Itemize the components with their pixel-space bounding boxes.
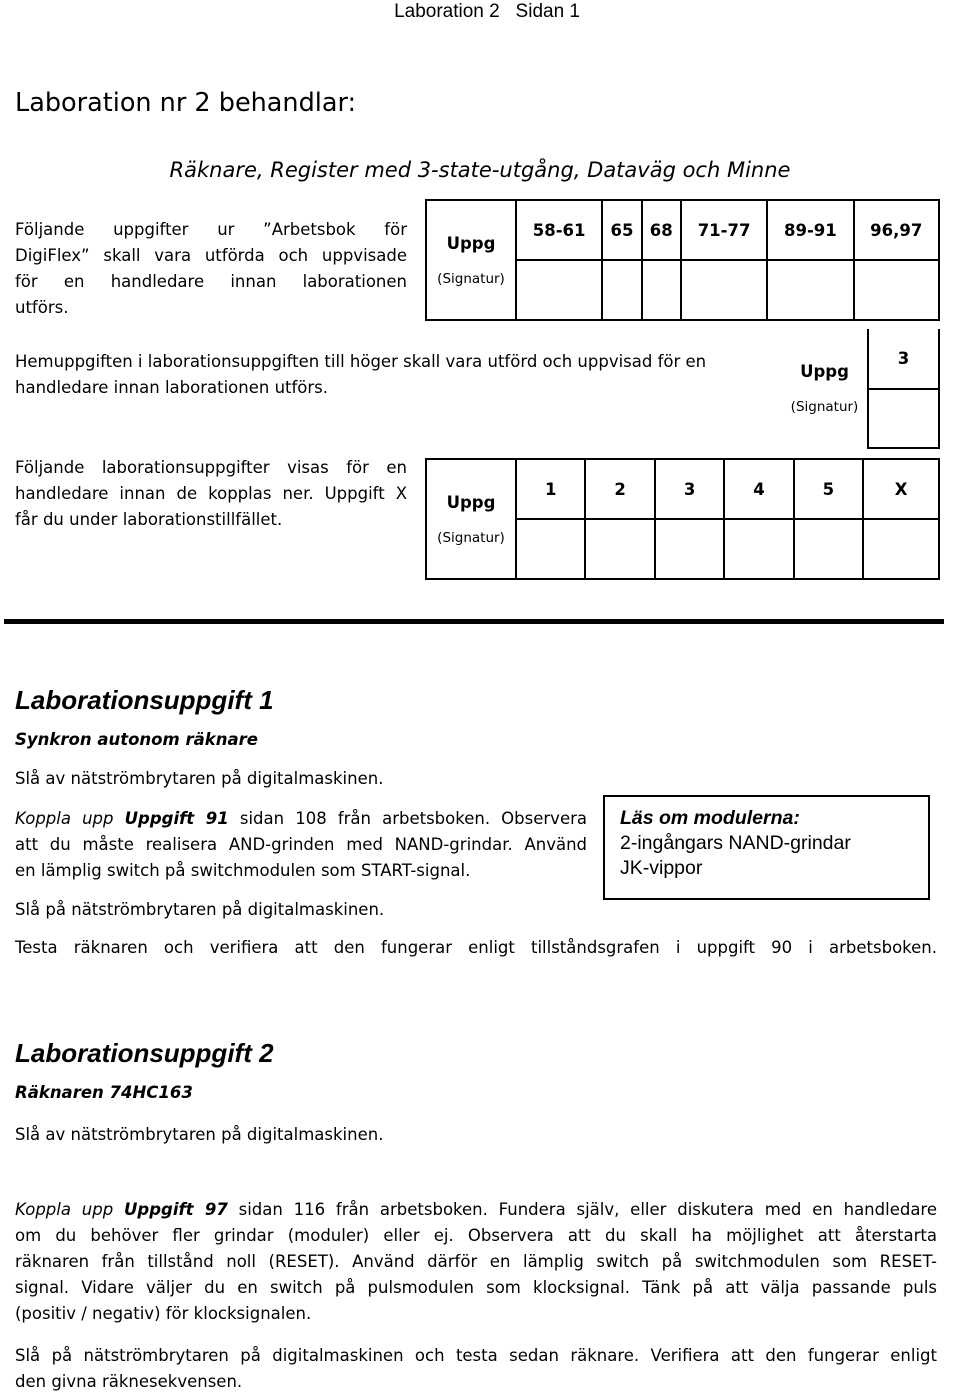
signatur-label: (Signatur) — [437, 529, 505, 546]
line-rest: sidan 108 från arbetsboken. Observera — [228, 809, 587, 828]
task-col: 89-91 — [767, 200, 853, 260]
page-header: Laboration 2 Sidan 1 — [394, 1, 580, 22]
section1-line — [15, 806, 587, 832]
block1-text — [15, 217, 407, 321]
section2-line — [15, 1197, 937, 1223]
uppgift-ref: Uppgift 97 — [123, 1200, 228, 1219]
task-col: 2 — [585, 459, 654, 519]
task-col: 96,97 — [854, 200, 939, 260]
section2-line: räknaren från tillstånd noll (RESET). Använd därför en lämplig switch på switchmodulen som RESET- — [15, 1252, 937, 1271]
uppg-label: Uppg — [446, 492, 496, 512]
signature-cell[interactable] — [863, 519, 939, 579]
task-col: 3 — [655, 459, 724, 519]
signature-cell[interactable] — [516, 260, 602, 320]
section1-para1: Slå av nätströmbrytaren på digitalmaskinen. — [15, 769, 384, 788]
uppg-label: Uppg — [800, 362, 849, 381]
signature-cell[interactable] — [854, 260, 939, 320]
page-title: Laboration nr 2 behandlar: — [15, 88, 357, 118]
section1-para3: Slå på nätströmbrytaren på digitalmaskinen. — [15, 900, 385, 919]
signature-cell[interactable] — [767, 260, 853, 320]
box-title: Läs om modulerna: — [620, 807, 800, 829]
block2-line: handledare innan laborationen utförs. — [15, 378, 329, 397]
section2-line: Slå på nätströmbrytaren på digitalmaskinen och testa sedan räknare. Verifiera att den fungerar enligt — [15, 1346, 937, 1365]
line-rest: sidan 116 från arbetsboken. Fundera själv, eller diskutera med en handledare — [227, 1200, 937, 1219]
section2-line: om du behöver fler grindar (moduler) eller ej. Observera att du skall ha möjlighet att återstarta — [15, 1226, 937, 1245]
section1-line: en lämplig switch på switchmodulen som START-signal. — [15, 861, 471, 880]
block1-signature-table — [425, 199, 940, 321]
signature-cell[interactable] — [516, 519, 585, 579]
section2-line: (positiv / negativ) för klocksignalen. — [15, 1304, 312, 1323]
block3-text — [15, 455, 407, 533]
signatur-label: (Signatur) — [437, 270, 505, 287]
signature-cell[interactable] — [585, 519, 654, 579]
task-col: 71-77 — [681, 200, 767, 260]
task-col: 68 — [642, 200, 681, 260]
signatur-label: (Signatur) — [790, 399, 859, 415]
section1-line: att du måste realisera AND-grinden med NAND-grindar. Använd — [15, 835, 587, 854]
uppg-cell — [782, 329, 868, 448]
task-col: 3 — [868, 329, 939, 389]
uppg-cell — [426, 200, 516, 320]
koppla-text: Koppla upp — [15, 1200, 124, 1219]
task-col: X — [863, 459, 939, 519]
task-col: 4 — [724, 459, 793, 519]
section-divider — [4, 619, 944, 624]
section2-para3 — [15, 1343, 937, 1395]
block2-line: Hemuppgiften i laborationsuppgiften till höger skall vara utförd och uppvisad för en — [15, 352, 707, 371]
signature-cell[interactable] — [681, 260, 767, 320]
uppg-cell — [426, 459, 516, 579]
section1-para2 — [15, 806, 587, 884]
section2-line: signal. Vidare väljer du en switch på pulsmodulen som klocksignal. Tänk på att välja passande puls — [15, 1278, 937, 1297]
block3-line: handledare innan de kopplas ner. Uppgift X — [15, 484, 407, 503]
signature-cell[interactable] — [868, 389, 939, 448]
koppla-text: Koppla upp — [15, 809, 125, 828]
block3-line: får du under laborationstillfället. — [15, 510, 283, 529]
section2-subheading: Räknaren 74HC163 — [15, 1083, 193, 1102]
uppgift-ref: Uppgift 91 — [124, 809, 229, 828]
section1-subheading: Synkron autonom räknare — [15, 730, 258, 749]
signature-cell[interactable] — [794, 519, 863, 579]
task-col: 5 — [794, 459, 863, 519]
signature-cell[interactable] — [602, 260, 641, 320]
section2-para1: Slå av nätströmbrytaren på digitalmaskinen. — [15, 1125, 384, 1144]
signature-cell[interactable] — [655, 519, 724, 579]
block3-line: Följande laborationsuppgifter visas för en — [15, 458, 407, 477]
read-modules-box — [603, 795, 930, 900]
block3-signature-table — [425, 458, 940, 580]
block1-line: DigiFlex” skall vara utförda och uppvisade — [15, 246, 407, 265]
page-subtitle: Räknare, Register med 3-state-utgång, Dataväg och Minne — [169, 158, 791, 182]
task-col: 58-61 — [516, 200, 602, 260]
uppg-label: Uppg — [446, 233, 496, 253]
section2-heading: Laborationsuppgift 2 — [15, 1038, 274, 1068]
section2-para2 — [15, 1197, 937, 1327]
task-col: 65 — [602, 200, 641, 260]
signature-cell[interactable] — [642, 260, 681, 320]
block1-line: för en handledare innan laborationen — [15, 272, 407, 291]
block2-signature-table — [782, 329, 940, 449]
block1-line: utförs. — [15, 298, 69, 317]
section1-para4: Testa räknaren och verifiera att den fungerar enligt tillståndsgrafen i uppgift 90 i arbetsboken. — [15, 938, 937, 957]
box-item: 2-ingångars NAND-grindar — [620, 832, 851, 854]
block2-text — [15, 349, 765, 401]
block1-line: Följande uppgifter ur ”Arbetsbok för — [15, 220, 407, 239]
section1-heading: Laborationsuppgift 1 — [15, 685, 274, 715]
box-item: JK-vippor — [620, 857, 703, 879]
section2-line: den givna räknesekvensen. — [15, 1372, 243, 1391]
signature-cell[interactable] — [724, 519, 793, 579]
task-col: 1 — [516, 459, 585, 519]
